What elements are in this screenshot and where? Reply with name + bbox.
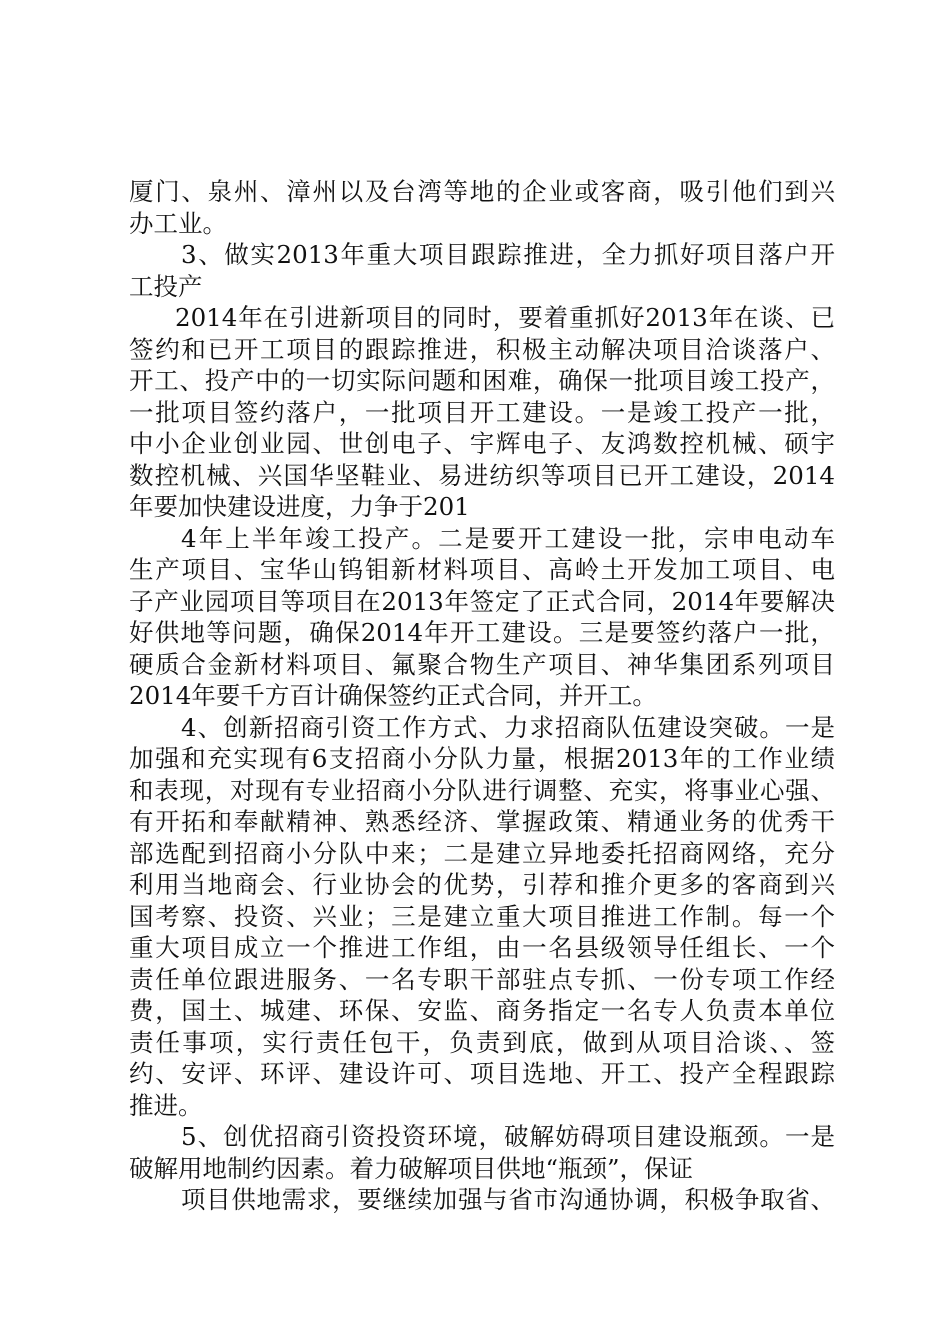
text-line: 硬质合金新材料项目、氟聚合物生产项目、神华集团系列项目 xyxy=(129,649,835,679)
text-line: 国考察、投资、兴业；三是建立重大项目推进工作制。每一个 xyxy=(129,901,835,931)
text-line: 项目供地需求，要继续加强与省市沟通协调，积极争取省、 xyxy=(181,1185,835,1214)
text-line: 工投产 xyxy=(129,271,203,301)
text-line: 子产业园项目等项目在2013年签定了正式合同，2014年要解决 xyxy=(129,586,835,616)
text-line: 签约和已开工项目的跟踪推进，积极主动解决项目洽谈落户、 xyxy=(129,334,835,364)
document-body xyxy=(129,176,835,1216)
text-line: 推进。 xyxy=(129,1090,203,1120)
text-line: 3、做实2013年重大项目跟踪推进，全力抓好项目落户开 xyxy=(181,240,835,269)
text-line: 和表现，对现有专业招商小分队进行调整、充实，将事业心强、 xyxy=(129,775,835,805)
text-line: 费，国土、城建、环保、安监、商务指定一名专人负责本单位 xyxy=(129,996,835,1025)
text-line: 好供地等问题，确保2014年开工建设。三是要签约落户一批， xyxy=(129,618,835,647)
text-line: 部选配到招商小分队中来；二是建立异地委托招商网络，充分 xyxy=(129,838,835,868)
text-line: 利用当地商会、行业协会的优势，引荐和推介更多的客商到兴 xyxy=(129,870,835,899)
text-line: 有开拓和奉献精神、熟悉经济、掌握政策、精通业务的优秀干 xyxy=(129,807,835,836)
text-line: 生产项目、宝华山钨钼新材料项目、高岭土开发加工项目、电 xyxy=(129,555,835,584)
text-line: 一批项目签约落户，一批项目开工建设。一是竣工投产一批， xyxy=(129,397,835,427)
text-line: 数控机械、兴国华坚鞋业、易进纺织等项目已开工建设，2014 xyxy=(129,460,835,490)
text-line: 加强和充实现有6支招商小分队力量，根据2013年的工作业绩 xyxy=(129,744,835,773)
text-line: 责任单位跟进服务、一名专职干部驻点专抓、一份专项工作经 xyxy=(129,964,835,994)
text-line: 责任事项，实行责任包干，负责到底，做到从项目洽谈、、签 xyxy=(129,1027,835,1057)
text-line: 中小企业创业园、世创电子、宇辉电子、友鸿数控机械、硕宇 xyxy=(129,429,835,458)
text-line: 5、创优招商引资投资环境，破解妨碍项目建设瓶颈。一是 xyxy=(181,1122,835,1151)
text-line: 开工、投产中的一切实际问题和困难，确保一批项目竣工投产， xyxy=(129,366,835,395)
text-line: 4年上半年竣工投产。二是要开工建设一批，宗申电动车 xyxy=(181,523,835,553)
text-line: 重大项目成立一个推进工作组，由一名县级领导任组长、一个 xyxy=(129,933,835,962)
text-line: 4、创新招商引资工作方式、力求招商队伍建设突破。一是 xyxy=(181,712,835,742)
text-line: 年要加快建设进度，力争于201 xyxy=(129,492,470,521)
text-line: 厦门、泉州、漳州以及台湾等地的企业或客商，吸引他们到兴 xyxy=(129,177,835,206)
text-line: 破解用地制约因素。着力破解项目供地“瓶颈”，保证 xyxy=(129,1153,694,1183)
text-line: 2014年要千方百计确保签约正式合同，并开工。 xyxy=(129,681,657,710)
text-line: 约、安评、环评、建设许可、项目选地、开工、投产全程跟踪 xyxy=(129,1059,835,1088)
text-line: 办工业。 xyxy=(129,208,227,238)
text-line: 2014年在引进新项目的同时，要着重抓好2013年在谈、已 xyxy=(175,303,835,332)
